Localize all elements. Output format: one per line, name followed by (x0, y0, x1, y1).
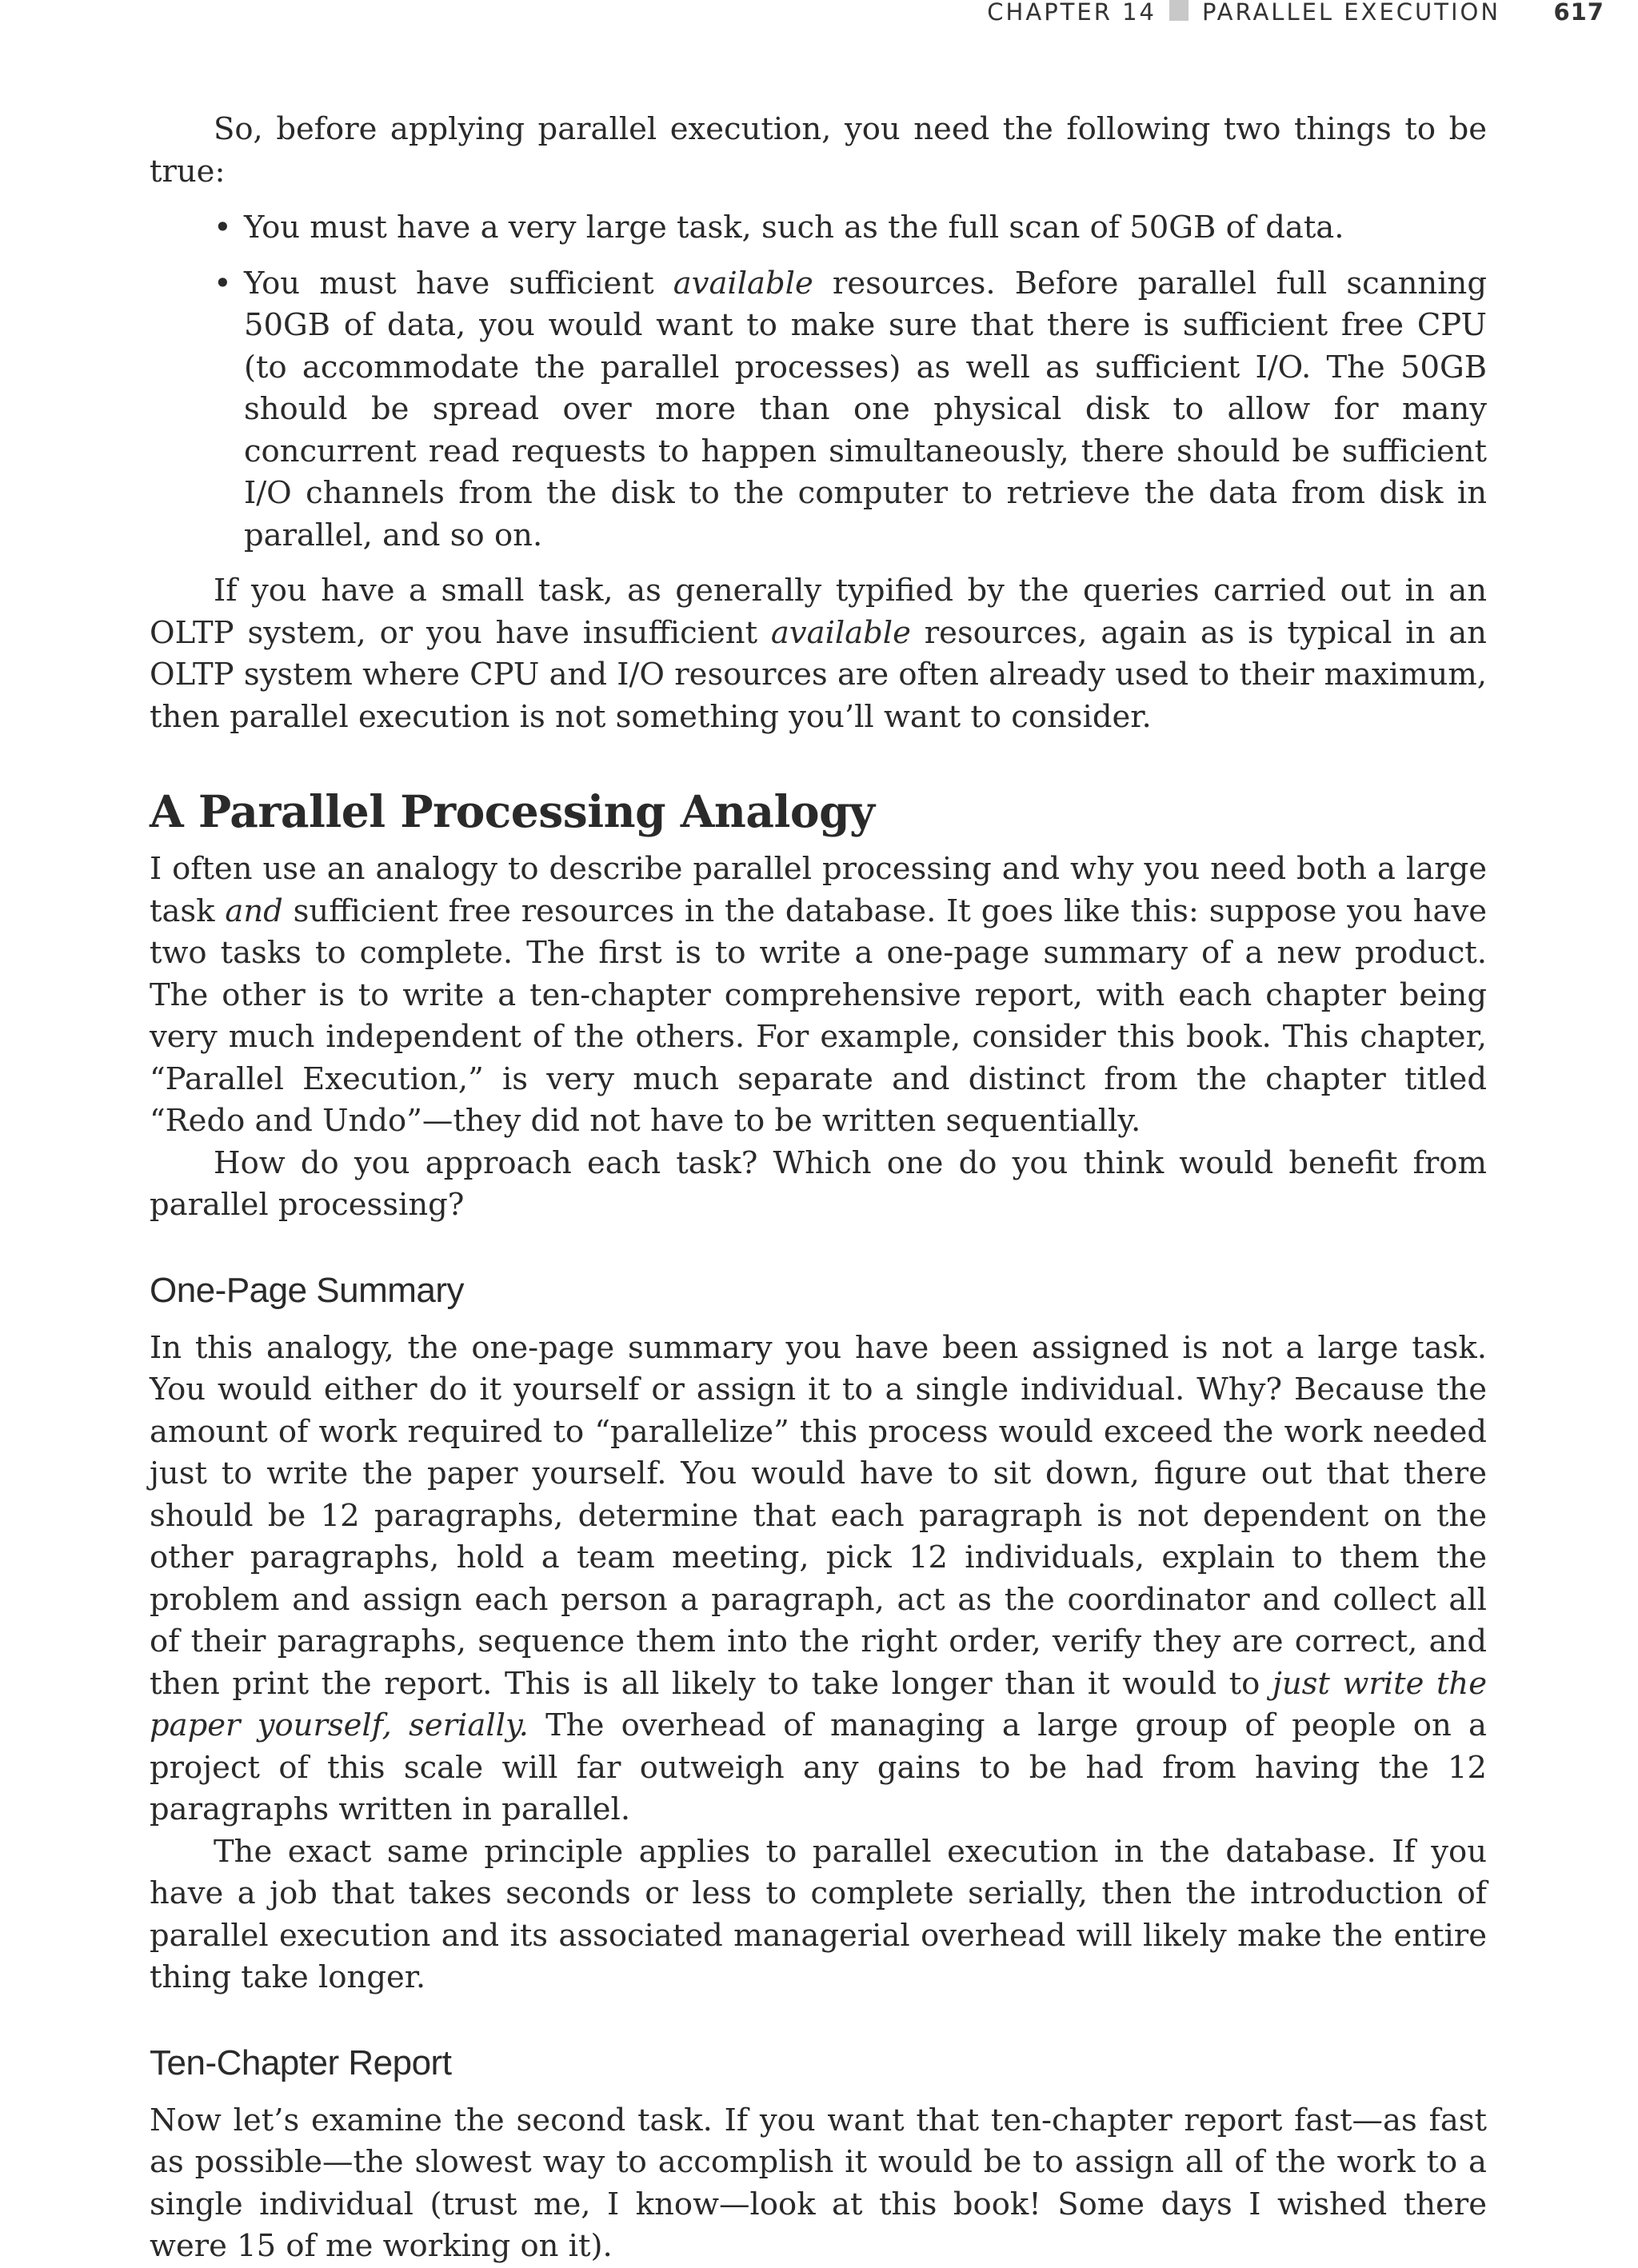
paragraph-text: If you have a small task, as generally typified by the queries carried out in an OLTP system, or you have insufficient (150, 573, 1487, 651)
subsection-heading-summary: One-Page Summary (150, 1270, 465, 1310)
section-heading: A Parallel Processing Analogy (150, 785, 875, 837)
header-separator-square (1169, 0, 1189, 21)
paragraph-text: sufficient free resources in the database. It goes like this: suppose you have two tasks to complete. The first is to write a one-page summary of a new product. The other is to write a ten-chapter comprehensive report, with each chapter being very much independent of the others. For example, consider this book. This chapter, “Parallel Execution,” is very much separate and distinct from the chapter titled “Redo and Undo”—they did not have to be written sequentially. (150, 892, 1487, 1139)
requirements-list (214, 207, 1487, 557)
bullet-icon: • (214, 265, 232, 301)
bullet-text: resources. Before parallel full scanning 50GB of data, you would want to make sure that there is sufficient free CPU (to accommodate the parallel processes) as well as sufficient I/O. The 50GB should be spread over more than one physical disk to allow for many concurrent read requests to happen simultaneously, there should be sufficient I/O channels from the disk to the computer to retrieve the data from disk in parallel, and so on. (244, 265, 1487, 553)
summary-paragraph-2: The exact same principle applies to parallel execution in the database. If you have a job that takes seconds or less to complete serially, then the introduction of parallel execution and its associated managerial overhead will likely make the entire thing take longer. (150, 1833, 1487, 1995)
emphasis-text: available (673, 265, 813, 301)
page-number: 617 (1553, 0, 1604, 26)
running-header (0, 0, 1638, 27)
paragraph-text: I often use an analogy to describe parallel processing and why you need both a large task (150, 851, 1487, 929)
list-item (214, 263, 1487, 557)
bullet-icon: • (214, 210, 232, 246)
analogy-paragraph-2: How do you approach each task? Which one do you think would benefit from parallel processing? (150, 1144, 1487, 1223)
paragraph-text: The overhead of managing a large group of people on a project of this scale will far outweigh any gains to be had from having the 12 paragraphs written in parallel. (150, 1707, 1487, 1827)
paragraph-text: In this analogy, the one-page summary you have been assigned is not a large task. You would either do it yourself or assign it to a single individual. Why? Because the amount of work required to “parallelize” this process would exceed the work needed just to write the paper yourself. You would have to sit down, figure out that there should be 12 paragraphs, determine that each paragraph is not dependent on the other paragraphs, hold a team meeting, pick 12 individuals, explain to them the problem and assign each person a paragraph, act as the coordinator and collect all of their paragraphs, sequence them into the right order, verify they are correct, and then print the report. This is all likely to take longer than it would to (150, 1329, 1487, 1702)
bullet-text: You must have a very large task, such as the full scan of 50GB of data. (244, 210, 1344, 246)
emphasis-text: and (225, 892, 283, 929)
intro-paragraph (150, 570, 1487, 738)
analogy-paragraph-1 (150, 849, 1487, 1143)
header-title: PARALLEL EXECUTION (1202, 0, 1501, 26)
summary-paragraph-1 (150, 1328, 1487, 1831)
page-body (150, 109, 1487, 2268)
paragraph-text: resources, again as is typical in an OLTP system where CPU and I/O resources are often already used to their maximum, then parallel execution is not something you’ll want to consider. (150, 614, 1487, 735)
subsection-heading-report: Ten-Chapter Report (150, 2042, 452, 2082)
header-chapter: CHAPTER 14 (987, 0, 1157, 26)
bullet-text: You must have sufficient (244, 265, 673, 301)
emphasis-text: just write the paper yourself, serially. (150, 1665, 1487, 1743)
list-item (214, 207, 1487, 250)
intro-lead: So, before applying parallel execution, you need the following two things to be true: (150, 111, 1487, 190)
report-paragraph-1: Now let’s examine the second task. If you want that ten-chapter report fast—as fast as possible—the slowest way to accomplish it would be to assign all of the work to a single individual (trust me, I know—look at this book! Some days I wished there were 15 of me working on it). (150, 2102, 1487, 2264)
emphasis-text: available (770, 614, 911, 651)
